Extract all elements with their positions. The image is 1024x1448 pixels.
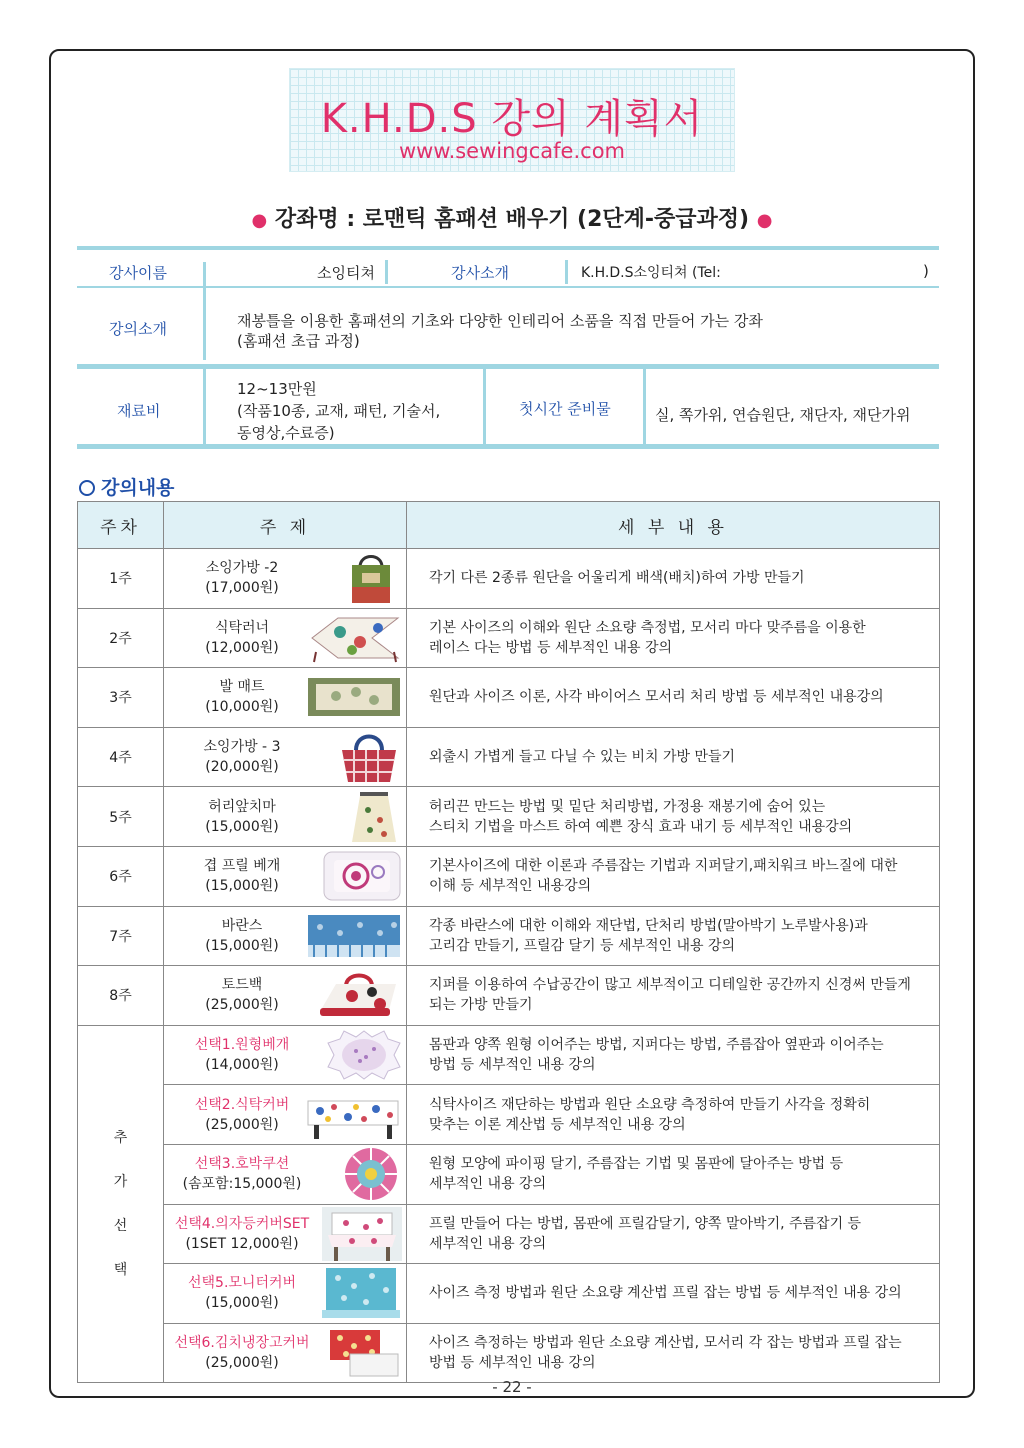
topic-price: (25,000원)	[205, 1116, 279, 1133]
header-week: 주차	[78, 502, 164, 549]
prep-label: 첫시간 준비물	[519, 400, 611, 418]
detail-line: 프릴 만들어 다는 방법, 몸판에 프릴감달기, 양쪽 말아박기, 주름잡기 등	[429, 1215, 862, 1232]
detail-line: 세부적인 내용 강의	[429, 1176, 547, 1193]
instructor-label: 강사이름	[109, 264, 167, 282]
topic-cell	[164, 1025, 407, 1085]
topic-price: (15,000원)	[205, 1295, 279, 1312]
divider	[565, 260, 568, 284]
topic-price: (20,000원)	[205, 759, 279, 776]
schedule-table	[77, 501, 940, 1383]
monitor-cover-icon	[320, 1266, 402, 1320]
topic-cell	[164, 1144, 407, 1204]
topic-name: 토드백	[221, 977, 263, 994]
table-row	[78, 608, 940, 668]
divider	[203, 369, 206, 444]
detail-line: 몸판과 양쪽 원형 이어주는 방법, 지퍼다는 방법, 주름잡아 옆판과 이어주는	[429, 1037, 884, 1054]
frill-pillow-icon	[322, 850, 402, 902]
table-row	[78, 549, 940, 609]
website-url[interactable]: www.sewingcafe.com	[398, 139, 626, 163]
section-heading	[79, 473, 174, 500]
prep-value: 실, 쪽가위, 연습원단, 재단자, 재단가위	[655, 406, 911, 424]
tote-bag-red-icon	[316, 968, 402, 1022]
extra-label-char: 가	[113, 1174, 128, 1191]
topic-name: 식탁러너	[214, 619, 270, 636]
topic-cell	[164, 1323, 407, 1383]
fridge-cover-icon	[326, 1326, 402, 1380]
topic-cell	[164, 1264, 407, 1324]
topic-price: (10,000원)	[205, 699, 279, 716]
rule	[77, 444, 939, 449]
table-row	[78, 966, 940, 1026]
detail-line: 외출시 가볍게 들고 다닐 수 있는 비치 가방 만들기	[429, 749, 736, 766]
topic-name: 선택6.김치냉장고커버	[174, 1335, 310, 1352]
week-cell: 4주	[78, 727, 164, 787]
week-cell: 1주	[78, 549, 164, 609]
detail-line: 지퍼를 이용하여 수납공간이 많고 세부적이고 디테일한 공간까지 신경써 만들게	[429, 977, 911, 994]
topic-cell	[164, 1085, 407, 1145]
topic-name: 선택1.원형베개	[194, 1037, 290, 1054]
lecture-line1: 재봉틀을 이용한 홈패션의 기초와 다양한 인테리어 소품을 직접 만들어 가는 강좌	[237, 312, 763, 330]
topic-cell	[164, 846, 407, 906]
lecture-label: 강의소개	[109, 320, 167, 338]
topic-cell	[164, 549, 407, 609]
detail-line: 각종 바란스에 대한 이해와 재단법, 단처리 방법(말아박기 노루발사용)과	[429, 917, 868, 934]
detail-cell	[407, 549, 940, 609]
detail-cell	[407, 668, 940, 728]
topic-price: (17,000원)	[205, 580, 279, 597]
topic-price: (솜포함:15,000원)	[182, 1176, 302, 1193]
topic-name: 선택5.모니터커버	[187, 1275, 297, 1292]
week-cell: 8주	[78, 966, 164, 1026]
topic-price: (25,000원)	[205, 997, 279, 1014]
detail-cell	[407, 966, 940, 1026]
topic-cell	[164, 787, 407, 847]
detail-line: 원단과 사이즈 이론, 사각 바이어스 모서리 처리 방법 등 세부적인 내용강의	[429, 689, 884, 706]
week-cell: 6주	[78, 846, 164, 906]
table-row	[78, 1025, 940, 1085]
detail-cell	[407, 906, 940, 966]
bullet-dot-icon: ●	[251, 210, 268, 231]
detail-line: 되는 가방 만들기	[429, 997, 533, 1014]
header-topic: 주 제	[164, 502, 407, 549]
detail-line: 맞추는 이론 계산법 등 세부적인 내용 강의	[429, 1116, 686, 1133]
course-title	[0, 202, 1024, 233]
topic-cell	[164, 727, 407, 787]
detail-line: 스티치 기법을 마스트 하여 예쁜 장식 효과 내기 등 세부적인 내용강의	[429, 818, 853, 835]
table-header-row	[78, 502, 940, 549]
bullet-dot-icon: ●	[756, 210, 773, 231]
extra-label-char: 선	[113, 1218, 128, 1235]
topic-cell	[164, 608, 407, 668]
detail-line: 사이즈 측정 방법과 원단 소요량 계산법 프릴 잡는 방법 등 세부적인 내용 강의	[429, 1285, 902, 1302]
detail-cell	[407, 727, 940, 787]
week-cell: 3주	[78, 668, 164, 728]
table-row	[78, 846, 940, 906]
table-row	[78, 1204, 940, 1264]
checked-bag-icon	[336, 730, 402, 784]
detail-cell	[407, 1025, 940, 1085]
section-heading-text: 강의내용	[101, 477, 175, 499]
detail-cell	[407, 608, 940, 668]
topic-price: (1SET 12,000원)	[185, 1235, 299, 1252]
divider	[643, 369, 646, 444]
topic-name: 소잉가방 -2	[205, 560, 279, 577]
detail-line: 허리끈 만드는 방법 및 밑단 처리방법, 가정용 재봉기에 숨어 있는	[429, 798, 826, 815]
detail-line: 기본 사이즈의 이해와 원단 소요량 측정법, 모서리 마다 맞주름을 이용한	[429, 619, 866, 636]
topic-name: 선택4.의자등커버SET	[174, 1215, 310, 1232]
detail-line: 식탁사이즈 재단하는 방법과 원단 소요량 측정하여 만들기 사각을 정확히	[429, 1096, 871, 1113]
week-cell: 5주	[78, 787, 164, 847]
table-row	[78, 668, 940, 728]
week-cell: 7주	[78, 906, 164, 966]
pumpkin-cushion-icon	[340, 1146, 402, 1202]
table-row	[78, 727, 940, 787]
detail-line: 원형 모양에 파이핑 달기, 주름잡는 기법 및 몸판에 달아주는 방법 등	[429, 1156, 844, 1173]
topic-price: (15,000원)	[205, 878, 279, 895]
title-banner	[289, 68, 735, 172]
detail-line: 방법 등 세부적인 내용 강의	[429, 1057, 596, 1074]
instructor-name: 소잉티쳐	[317, 264, 375, 282]
topic-price: (25,000원)	[205, 1355, 279, 1372]
detail-cell	[407, 1085, 940, 1145]
table-row	[78, 1085, 940, 1145]
detail-line: 고리감 만들기, 프릴감 달기 등 세부적인 내용 강의	[429, 937, 736, 954]
fee-line2: (작품10종, 교재, 패턴, 기술서,	[237, 402, 441, 420]
topic-price: (12,000원)	[205, 639, 279, 656]
topic-name: 바란스	[221, 917, 263, 934]
topic-name: 허리앞치마	[208, 798, 276, 815]
detail-cell	[407, 1144, 940, 1204]
intro-label: 강사소개	[451, 264, 509, 282]
floor-mat-icon	[306, 674, 402, 720]
rule	[77, 246, 939, 250]
fee-line1: 12~13만원	[237, 380, 317, 398]
page-number: - 22 -	[492, 1378, 532, 1396]
fee-label: 재료비	[117, 402, 161, 420]
header-detail: 세 부 내 용	[407, 502, 940, 549]
topic-price: (15,000원)	[205, 818, 279, 835]
table-row	[78, 906, 940, 966]
fee-line3: 동영상,수료증)	[237, 424, 335, 442]
detail-line: 각기 다른 2종류 원단을 어울리게 배색(배치)하여 가방 만들기	[429, 570, 805, 587]
topic-name: 선택3.호박쿠션	[194, 1156, 290, 1173]
round-pillow-icon	[326, 1029, 402, 1081]
divider	[385, 260, 388, 284]
detail-cell	[407, 846, 940, 906]
topic-cell	[164, 668, 407, 728]
topic-name: 발 매트	[219, 679, 265, 696]
topic-price: (15,000원)	[205, 937, 279, 954]
detail-cell	[407, 1264, 940, 1324]
detail-line: 기본사이즈에 대한 이론과 주름잡는 기법과 지퍼달기,패치워크 바느질에 대한	[429, 858, 898, 875]
divider	[203, 262, 206, 286]
divider	[483, 369, 486, 444]
topic-cell	[164, 906, 407, 966]
chair-cover-icon	[322, 1207, 402, 1261]
tote-bag-icon	[340, 551, 402, 605]
valance-icon	[306, 911, 402, 961]
detail-cell	[407, 787, 940, 847]
topic-name: 선택2.식탁커버	[194, 1096, 290, 1113]
divider	[203, 288, 206, 360]
rule	[77, 364, 939, 369]
table-runner-icon	[308, 612, 402, 664]
table-row	[78, 1264, 940, 1324]
table-row	[78, 1323, 940, 1383]
table-row	[78, 1144, 940, 1204]
extra-label-char: 추	[113, 1130, 128, 1147]
intro-value: K.H.D.S소잉티쳐 (Tel:	[581, 265, 721, 281]
document-title: K.H.D.S 강의 계획서	[320, 96, 704, 142]
detail-line: 사이즈 측정하는 방법과 원단 소요량 계산법, 모서리 각 잡는 방법과 프릴 잡는	[429, 1335, 902, 1352]
apron-icon	[346, 790, 402, 844]
detail-line: 레이스 다는 방법 등 세부적인 내용 강의	[429, 639, 673, 656]
extra-label-char: 택	[113, 1262, 128, 1279]
topic-name: 소잉가방 - 3	[203, 739, 281, 756]
detail-line: 방법 등 세부적인 내용 강의	[429, 1355, 596, 1372]
detail-line: 이해 등 세부적인 내용강의	[429, 878, 592, 895]
topic-name: 겹 프릴 베개	[203, 858, 281, 875]
detail-line: 세부적인 내용 강의	[429, 1235, 547, 1252]
detail-cell	[407, 1323, 940, 1383]
topic-cell	[164, 966, 407, 1026]
extra-selection-cell	[78, 1025, 164, 1383]
detail-cell	[407, 1204, 940, 1264]
rule	[77, 286, 939, 288]
intro-close: )	[923, 262, 929, 280]
lecture-line2: (홈패션 초급 과정)	[237, 332, 360, 350]
course-title-text: 강좌명 : 로맨틱 홈패션 배우기 (2단계-중급과정)	[274, 207, 750, 232]
circle-icon	[79, 480, 95, 496]
table-row	[78, 787, 940, 847]
topic-cell	[164, 1204, 407, 1264]
week-cell: 2주	[78, 608, 164, 668]
table-cover-icon	[304, 1089, 402, 1141]
topic-price: (14,000원)	[205, 1057, 279, 1074]
